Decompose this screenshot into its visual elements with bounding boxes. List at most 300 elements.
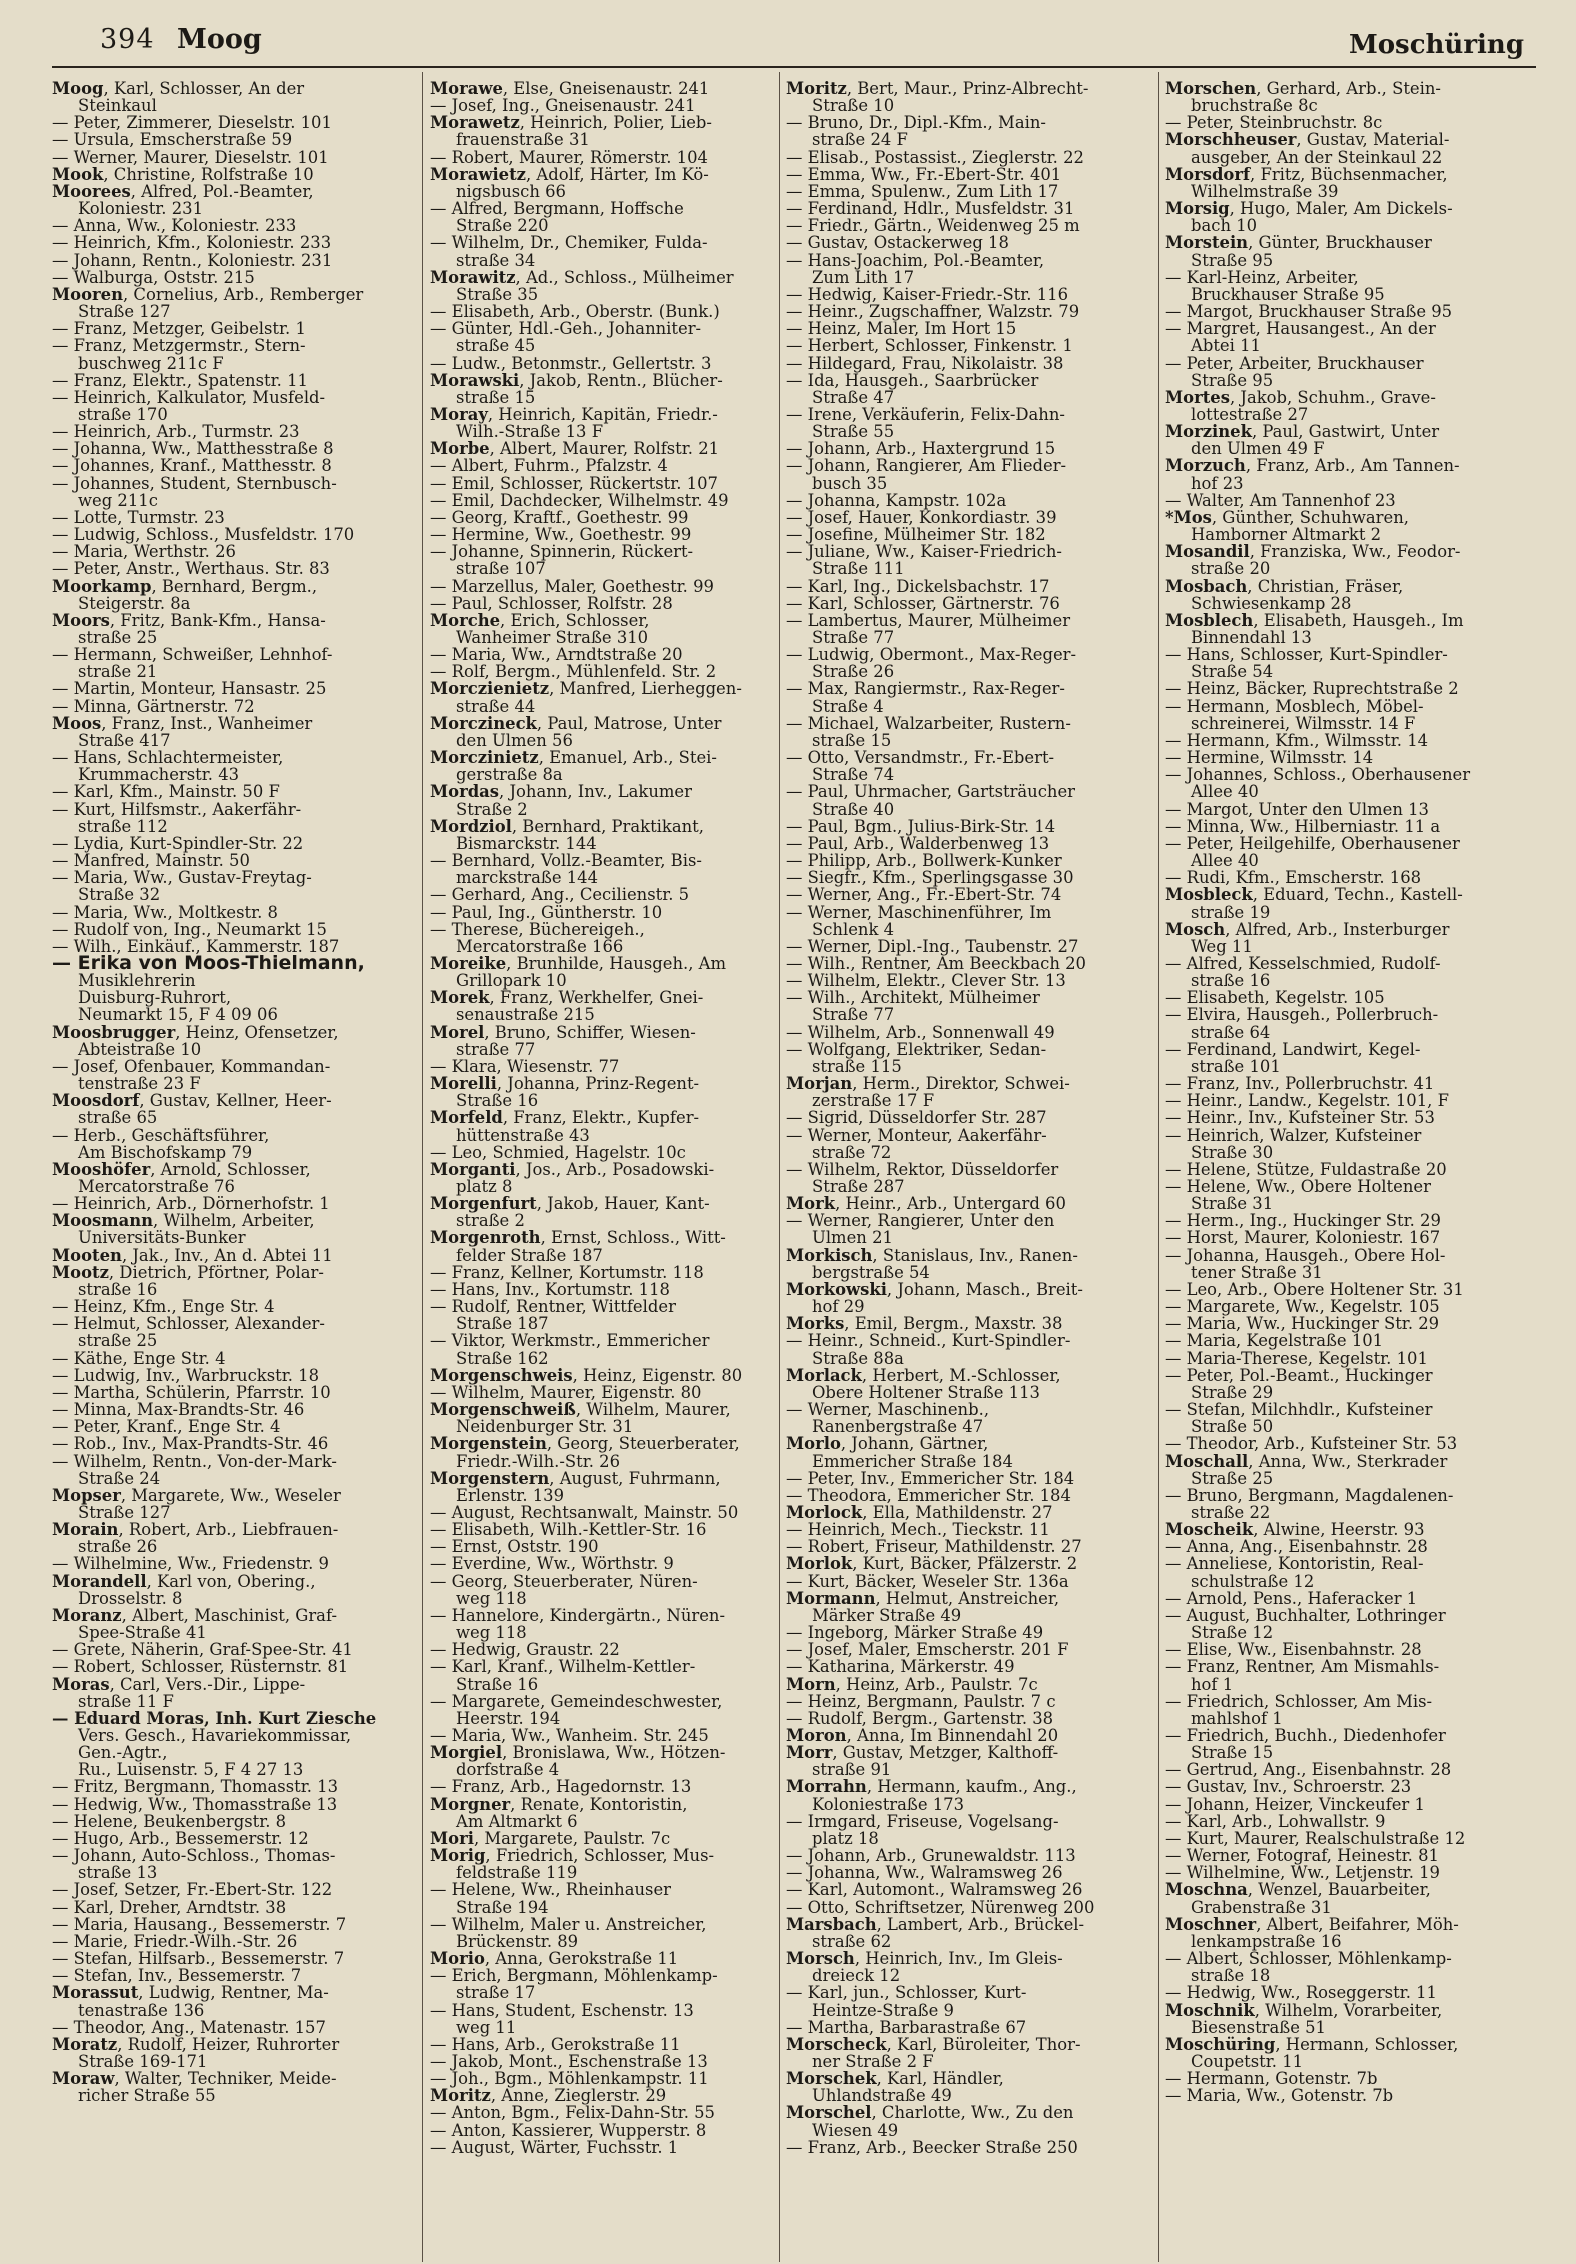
directory-entry-surname: Morel, Bruno, Schiffer, Wiesen- (430, 1022, 696, 1042)
directory-entry-line: Spee-Straße 41 (78, 1623, 207, 1643)
directory-entry-line: zerstraße 17 F (812, 1091, 935, 1111)
directory-entry-line: — Johann, Arb., Grunewaldstr. 113 (786, 1846, 1076, 1866)
directory-entry-line: straße 34 (456, 250, 536, 270)
directory-entry-line: — Martha, Schülerin, Pfarrstr. 10 (52, 1382, 331, 1402)
directory-entry-line: — Peter, Heilgehilfe, Oberhausener (1165, 833, 1460, 853)
directory-entry-line: Straße 77 (812, 628, 895, 647)
directory-entry-line: — Rudolf, Rentner, Wittfelder (430, 1297, 676, 1317)
directory-entry-line: straße 64 (1191, 1022, 1271, 1042)
directory-entry-line: — Karl, Arb., Lohwallstr. 9 (1165, 1811, 1386, 1831)
directory-entry-line: — Hildegard, Frau, Nikolaistr. 38 (786, 353, 1064, 373)
directory-entry-line: — Hedwig, Graustr. 22 (430, 1640, 620, 1660)
directory-entry-line: — Lambertus, Maurer, Mülheimer (786, 610, 1071, 630)
directory-entry-line: dorfstraße 4 (456, 1760, 560, 1780)
directory-entry-surname: Morawitz, Ad., Schloss., Mülheimer (430, 267, 734, 287)
directory-entry-line: — Jakob, Mont., Eschenstraße 13 (430, 2051, 708, 2071)
column-divider (1158, 72, 1159, 2262)
directory-entry-line: — Wilhelmine, Ww., Friedenstr. 9 (52, 1554, 329, 1574)
directory-entry-line: — Margot, Bruckhauser Straße 95 (1165, 302, 1453, 322)
directory-entry-line: — Karl, Automont., Walramsweg 26 (786, 1880, 1083, 1900)
directory-entry-line: — Peter, Kranf., Enge Str. 4 (52, 1417, 281, 1437)
directory-entry-line: — Ernst, Oststr. 190 (430, 1537, 599, 1557)
directory-entry-line: weg 118 (456, 1623, 527, 1643)
directory-entry-line: Straße 187 (456, 1314, 549, 1334)
directory-entry-line: straße 22 (1191, 1502, 1271, 1522)
directory-entry-line: — Robert, Friseur, Mathildenstr. 27 (786, 1537, 1082, 1557)
directory-entry-line: Straße 50 (1191, 1417, 1274, 1437)
directory-entry-line: — Maria, Ww., Gotenstr. 7b (1165, 2086, 1394, 2106)
directory-entry-surname: Morschen, Gerhard, Arb., Stein- (1165, 80, 1441, 98)
directory-entry-line: — Heinrich, Kfm., Koloniestr. 233 (52, 233, 332, 253)
directory-entry-line: — Franz, Elektr., Spatenstr. 11 (52, 370, 308, 390)
directory-entry-surname: Morandell, Karl von, Obering., (52, 1571, 316, 1591)
directory-entry-line: Straße 77 (812, 1005, 895, 1025)
directory-entry-line: straße 170 (78, 404, 168, 424)
directory-entry-line: Straße 16 (456, 1091, 539, 1111)
directory-entry-line: Duisburg-Ruhrort, (78, 988, 232, 1008)
directory-entry-surname: *Mos, Günther, Schuhwaren, (1165, 507, 1409, 527)
directory-entry-line: — Werner, Fotograf, Heinestr. 81 (1165, 1846, 1439, 1866)
directory-entry-surname: Mosch, Alfred, Arb., Insterburger (1165, 919, 1450, 939)
directory-entry-line: Schlenk 4 (812, 919, 895, 939)
directory-entry-surname: Moosdorf, Gustav, Kellner, Heer- (52, 1091, 332, 1111)
directory-entry-line: — Heinr., Zugschaffner, Walzstr. 79 (786, 302, 1080, 322)
directory-entry-line: dreieck 12 (812, 1966, 901, 1986)
directory-entry-line: Straße 31 (1191, 1194, 1274, 1214)
directory-entry-line: — Karl, jun., Schlosser, Kurt- (786, 1983, 1027, 2003)
directory-entry-line: platz 8 (456, 1177, 513, 1196)
directory-entry-line: straße 13 (78, 1863, 158, 1883)
directory-entry-surname: Morbe, Albert, Maurer, Rolfstr. 21 (430, 439, 720, 459)
directory-entry-surname: Mosbach, Christian, Fräser, (1165, 576, 1404, 596)
column-4 (1165, 80, 1522, 2258)
directory-entry-line: — Friedrich, Schlosser, Am Mis- (1165, 1691, 1433, 1711)
directory-entry-line: — Josef, Ing., Gneisenaustr. 241 (430, 96, 696, 116)
column-3 (786, 80, 1143, 2258)
directory-entry-line: Straße 220 (456, 216, 549, 236)
directory-entry-surname: Moray, Heinrich, Kapitän, Friedr.- (430, 404, 718, 424)
directory-entry-surname: Mortes, Jakob, Schuhm., Grave- (1165, 387, 1436, 407)
directory-entry-line: — Heinrich, Kalkulator, Musfeld- (52, 387, 326, 407)
directory-entry-line: — Peter, Zimmerer, Dieselstr. 101 (52, 113, 332, 133)
directory-entry-line: — Emil, Dachdecker, Wilhelmstr. 49 (430, 490, 729, 510)
directory-entry-line: — Hans-Joachim, Pol.-Beamter, (786, 250, 1045, 270)
directory-entry-line: Straße 111 (812, 559, 905, 579)
directory-entry-line: hüttenstraße 43 (456, 1125, 590, 1145)
directory-entry-line: — Josef, Hauer, Konkordiastr. 39 (786, 507, 1057, 527)
directory-entry-surname: Morelli, Johanna, Prinz-Regent- (430, 1074, 700, 1094)
directory-entry-line: — Johanna, Hausgeh., Obere Hol- (1165, 1245, 1446, 1265)
directory-entry-line: — Johann, Auto-Schloss., Thomas- (52, 1846, 336, 1866)
directory-entry-line: straße 11 F (78, 1691, 174, 1711)
directory-entry-surname: Morgiel, Bronislawa, Ww., Hötzen- (430, 1743, 726, 1763)
directory-entry-line: Grabenstraße 31 (1191, 1897, 1332, 1917)
directory-entry-surname: Moosbrugger, Heinz, Ofensetzer, (52, 1022, 339, 1042)
directory-entry-line: — Werner, Monteur, Aakerfähr- (786, 1125, 1047, 1145)
directory-entry-surname: Moschüring, Hermann, Schlosser, (1165, 2034, 1459, 2054)
directory-entry-line: lottestraße 27 (1191, 404, 1309, 424)
directory-entry-line: — Wilhelm, Rektor, Düsseldorfer (786, 1159, 1059, 1179)
directory-entry-line: — Rolf, Bergm., Mühlenfeld. Str. 2 (430, 662, 717, 682)
directory-entry-line: — Katharina, Märkerstr. 49 (786, 1657, 1015, 1677)
directory-entry-line: — Gustav, Inv., Schroerstr. 23 (1165, 1777, 1412, 1797)
directory-entry-line: — Johann, Heizer, Vinckeufer 1 (1165, 1794, 1425, 1814)
directory-entry-line: — Josefine, Mülheimer Str. 182 (786, 525, 1046, 545)
directory-entry-line: Straße 25 (1191, 1468, 1274, 1488)
directory-entry-line: weg 211c (78, 490, 158, 510)
directory-entry-line: — Emil, Schlosser, Rückertstr. 107 (430, 473, 718, 493)
directory-entry-line: — Michael, Walzarbeiter, Rustern- (786, 713, 1071, 733)
directory-entry-line: — Margret, Hausangest., An der (1165, 319, 1436, 339)
directory-entry-surname: Mosbleck, Eduard, Techn., Kastell- (1165, 885, 1463, 905)
directory-entry-line: — Ida, Hausgeh., Saarbrücker (786, 370, 1039, 390)
directory-entry-surname: Morgenfurt, Jakob, Hauer, Kant- (430, 1194, 710, 1214)
directory-entry-line: straße 2 (456, 1211, 525, 1231)
directory-entry-line: — Maria-Therese, Kegelstr. 101 (1165, 1348, 1428, 1368)
directory-entry-line: straße 24 F (812, 130, 908, 150)
directory-entry-line: — Wilhelm, Rentn., Von-der-Mark- (52, 1451, 337, 1471)
directory-entry-line: — Hermann, Mosblech, Möbel- (1165, 696, 1424, 716)
directory-entry-line: — Heinrich, Mech., Tieckstr. 11 (786, 1520, 1050, 1540)
directory-entry-line: felder Straße 187 (456, 1245, 603, 1265)
directory-entry-line: straße 16 (78, 1279, 158, 1299)
directory-entry-line: — Sigrid, Düsseldorfer Str. 287 (786, 1108, 1047, 1128)
directory-entry-surname: Morr, Gustav, Metzger, Kalthoff- (786, 1743, 1059, 1763)
directory-entry-line: — Minna, Gärtnerstr. 72 (52, 696, 255, 716)
directory-entry-surname: Moschner, Albert, Beifahrer, Möh- (1165, 1914, 1459, 1934)
directory-entry-line: straße 15 (456, 387, 536, 407)
directory-entry-line: Zum Lith 17 (812, 267, 915, 287)
directory-entry-line: schreinerei, Wilmsstr. 14 F (1191, 713, 1416, 733)
directory-entry-surname: Morrahn, Hermann, kaufm., Ang., (786, 1777, 1077, 1797)
directory-entry-surname: Morgenstein, Georg, Steuerberater, (430, 1434, 740, 1454)
directory-entry-line: — Karl, Schlosser, Gärtnerstr. 76 (786, 593, 1060, 613)
directory-entry-line: straße 62 (812, 1931, 892, 1951)
directory-entry-line: — Walter, Am Tannenhof 23 (1165, 490, 1396, 510)
directory-entry-line: — Hermann, Kfm., Wilmsstr. 14 (1165, 730, 1429, 750)
directory-entry-surname: Moscheik, Alwine, Heerstr. 93 (1165, 1520, 1425, 1540)
directory-entry-line: straße 77 (456, 1039, 536, 1059)
directory-entry-surname: Mordas, Johann, Inv., Lakumer (430, 782, 692, 802)
directory-entry-line: straße 25 (78, 1331, 158, 1351)
directory-entry-line: Emmericher Straße 184 (812, 1451, 1013, 1471)
directory-entry-line: Musiklehrerin (78, 971, 196, 991)
directory-entry-line: straße 18 (1191, 1966, 1271, 1986)
directory-entry-line: — Marzellus, Maler, Goethestr. 99 (430, 576, 714, 596)
directory-entry-line: — Wilh., Einkäuf., Kammerstr. 187 (52, 936, 340, 956)
directory-entry-line: — Grete, Näherin, Graf-Spee-Str. 41 (52, 1640, 353, 1660)
directory-entry-line: — Werner, Ang., Fr.-Ebert-Str. 74 (786, 885, 1062, 905)
directory-entry-line: — Werner, Dipl.-Ing., Taubenstr. 27 (786, 936, 1079, 956)
directory-entry-line: — Franz, Rentner, Am Mismahls- (1165, 1657, 1440, 1677)
directory-entry-line: Straße 287 (812, 1177, 905, 1196)
directory-entry-line: — Stefan, Milchhdlr., Kufsteiner (1165, 1400, 1433, 1420)
directory-entry-line: straße 91 (812, 1760, 892, 1780)
directory-entry-line: — Hedwig, Kaiser-Friedr.-Str. 116 (786, 284, 1068, 304)
directory-entry-surname: Morzuch, Franz, Arb., Am Tannen- (1165, 456, 1460, 476)
directory-entry-line: Straße 40 (812, 799, 895, 819)
directory-entry-line: Straße 30 (1191, 1142, 1274, 1162)
directory-entry-line: — Ferdinand, Hdlr., Musfeldstr. 31 (786, 199, 1075, 219)
directory-entry-surname: Morsdorf, Fritz, Büchsenmacher, (1165, 164, 1448, 184)
directory-entry-surname: Morlo, Johann, Gärtner, (786, 1434, 989, 1454)
directory-entry-line: Obere Holtener Straße 113 (812, 1382, 1040, 1402)
directory-entry-line: Abteistraße 10 (78, 1039, 202, 1059)
directory-entry-line: straße 45 (456, 336, 536, 356)
directory-entry-line: — Heinz, Bäcker, Ruprechtstraße 2 (1165, 679, 1459, 699)
directory-entry-line: straße 65 (78, 1108, 158, 1128)
directory-entry-line: — Peter, Pol.-Beamt., Huckinger (1165, 1365, 1433, 1385)
directory-entry-line: — Johanna, Ww., Walramsweg 26 (786, 1863, 1063, 1883)
directory-entry-line: — Leo, Schmied, Hagelstr. 10c (430, 1142, 686, 1162)
directory-entry-line: Märker Straße 49 (812, 1605, 962, 1625)
directory-entry-line: Wiesen 49 (812, 2120, 899, 2140)
directory-entry-line: Straße 88a (812, 1348, 904, 1368)
directory-entry-line: Bruckhauser Straße 95 (1191, 284, 1385, 304)
directory-entry-line: straße 19 (1191, 902, 1271, 922)
directory-entry-surname: Moron, Anna, Im Binnendahl 20 (786, 1726, 1059, 1745)
directory-entry-line: — Heinr., Inv., Kufsteiner Str. 53 (1165, 1108, 1435, 1128)
directory-entry-line: — Ingeborg, Märker Straße 49 (786, 1623, 1044, 1643)
directory-entry-line: — Karl, Kranf., Wilhelm-Kettler- (430, 1657, 696, 1677)
directory-entry-surname: Moschnik, Wilhelm, Vorarbeiter, (1165, 2000, 1443, 2020)
directory-entry-surname: Moratz, Rudolf, Heizer, Ruhrorter (52, 2034, 340, 2054)
directory-entry-line: — Anna, Ang., Eisenbahnstr. 28 (1165, 1537, 1428, 1557)
directory-entry-line: — Gertrud, Ang., Eisenbahnstr. 28 (1165, 1760, 1452, 1780)
directory-entry-line: — Bruno, Bergmann, Magdalenen- (1165, 1485, 1454, 1505)
directory-entry-line: — Johann, Arb., Haxtergrund 15 (786, 439, 1056, 459)
column-2 (430, 80, 787, 2258)
directory-entry-line: Allee 40 (1191, 782, 1259, 802)
directory-entry-line: — Elisabeth, Wilh.-Kettler-Str. 16 (430, 1520, 707, 1540)
directory-entry-line: — Ludw., Betonmstr., Gellertstr. 3 (430, 353, 712, 373)
directory-entry-line: Straße 12 (1191, 1623, 1274, 1643)
directory-entry-surname: Morig, Friedrich, Schlosser, Mus- (430, 1846, 715, 1866)
directory-entry-line: Straße 194 (456, 1897, 549, 1917)
directory-entry-line: — Therese, Büchereigeh., (430, 919, 645, 939)
directory-entry-line: Biesenstraße 51 (1191, 2017, 1326, 2037)
directory-entry-line: Straße 4 (812, 696, 884, 716)
directory-entry-line: — Maria, Ww., Moltkestr. 8 (52, 902, 278, 922)
directory-entry-line: — Karl, Dreher, Arndtstr. 38 (52, 1897, 287, 1917)
directory-entry-line: — Hannelore, Kindergärtn., Nüren- (430, 1605, 726, 1625)
directory-entry-line: — Manfred, Mainstr. 50 (52, 851, 250, 871)
directory-entry-line: straße 44 (456, 696, 536, 716)
directory-entry-line: — August, Buchhalter, Lothringer (1165, 1605, 1446, 1625)
directory-entry-line: — Theodora, Emmericher Str. 184 (786, 1485, 1071, 1505)
directory-entry-line: Coupetstr. 11 (1191, 2051, 1304, 2071)
directory-entry-line: — Hans, Schlosser, Kurt-Spindler- (1165, 645, 1448, 665)
directory-entry-line: Straße 55 (812, 422, 895, 442)
directory-entry-surname: Morgner, Renate, Kontoristin, (430, 1794, 688, 1814)
directory-entry-line: — Friedr., Gärtn., Weidenweg 25 m (786, 216, 1080, 236)
header-last-entry: Moschüring (1348, 30, 1524, 60)
directory-entry-line: — Gustav, Ostackerweg 18 (786, 233, 1009, 253)
directory-entry-line: Straße 162 (456, 1348, 549, 1368)
directory-entry-line: — Franz, Inv., Pollerbruchstr. 41 (1165, 1074, 1435, 1094)
directory-entry-line: bergstraße 54 (812, 1262, 930, 1282)
directory-entry-line: — Juliane, Ww., Kaiser-Friedrich- (786, 542, 1062, 562)
directory-entry-line: — Wolfgang, Elektriker, Sedan- (786, 1039, 1047, 1059)
directory-entry-surname: Mooshöfer, Arnold, Schlosser, (52, 1159, 311, 1179)
directory-entry-line: ausgeber, An der Steinkaul 22 (1191, 147, 1443, 167)
directory-entry-line: bach 10 (1191, 216, 1258, 236)
directory-entry-line: Straße 16 (456, 1674, 539, 1694)
directory-entry-line: — Kurt, Hilfsmstr., Aakerfähr- (52, 799, 302, 819)
directory-entry-line: — Herb., Geschäftsführer, (52, 1125, 270, 1145)
directory-entry-surname: Morawetz, Heinrich, Polier, Lieb- (430, 113, 712, 133)
directory-entry-line: — Ferdinand, Landwirt, Kegel- (1165, 1039, 1421, 1059)
directory-entry-line: — Johannes, Schloss., Oberhausener (1165, 765, 1471, 785)
directory-entry-line: — Wilhelm, Elektr., Clever Str. 13 (786, 971, 1066, 991)
directory-entry-line: — Leo, Arb., Obere Holtener Str. 31 (1165, 1279, 1464, 1299)
directory-entry-line: — Paul, Bgm., Julius-Birk-Str. 14 (786, 816, 1056, 836)
directory-entry-line: bruchstraße 8c (1191, 96, 1318, 116)
directory-entry-line: — Albert, Fuhrm., Pfalzstr. 4 (430, 456, 668, 476)
directory-entry-line: — Hans, Arb., Gerokstraße 11 (430, 2034, 681, 2054)
directory-entry-surname: Morn, Heinz, Arb., Paulstr. 7c (786, 1674, 1038, 1694)
directory-entry-line: Bismarckstr. 144 (456, 833, 597, 853)
directory-entry-line: Straße 15 (1191, 1743, 1274, 1763)
directory-entry-line: — Paul, Uhrmacher, Gartsträucher (786, 782, 1076, 802)
directory-entry-line: Wilhelmstraße 39 (1191, 181, 1339, 201)
directory-entry-line: — Wilhelm, Dr., Chemiker, Fulda- (430, 233, 708, 253)
directory-entry-surname: Morassut, Ludwig, Rentner, Ma- (52, 1983, 329, 2003)
directory-entry-line: — Maria, Ww., Arndtstraße 20 (430, 645, 683, 665)
directory-entry-line: — Martin, Monteur, Hansastr. 25 (52, 679, 327, 699)
directory-entry-line: — Rudolf, Bergm., Gartenstr. 38 (786, 1708, 1054, 1728)
directory-entry-line: — Helene, Stütze, Fuldastraße 20 (1165, 1159, 1447, 1179)
directory-entry-line: — Herm., Ing., Huckinger Str. 29 (1165, 1211, 1441, 1231)
column-divider (422, 72, 423, 2262)
directory-entry-surname: Morganti, Jos., Arb., Posadowski- (430, 1159, 715, 1179)
directory-entry-line: Schwiesenkamp 28 (1191, 593, 1352, 613)
directory-entry-line: mahlshof 1 (1191, 1708, 1283, 1728)
directory-entry-line: — Wilhelm, Arb., Sonnenwall 49 (786, 1022, 1055, 1042)
directory-entry-surname: Morscheck, Karl, Büroleiter, Thor- (786, 2034, 1081, 2054)
directory-entry-line: — Margarete, Gemeindeschwester, (430, 1691, 723, 1711)
directory-entry-line: — Maria, Hausang., Bessemerstr. 7 (52, 1914, 347, 1934)
directory-entry-surname: Morgenschweis, Heinz, Eigenstr. 80 (430, 1365, 743, 1385)
directory-entry-line: Straße 29 (1191, 1382, 1274, 1402)
directory-entry-line: — Peter, Anstr., Werthaus. Str. 83 (52, 559, 330, 579)
directory-entry-line: weg 118 (456, 1588, 527, 1608)
directory-entry-line: — Robert, Schlosser, Rüsternstr. 81 (52, 1657, 349, 1677)
directory-entry-line: — Anna, Ww., Koloniestr. 233 (52, 216, 297, 236)
directory-entry-surname: Morsig, Hugo, Maler, Am Dickels- (1165, 199, 1453, 219)
directory-entry-line: lenkampstraße 16 (1191, 1931, 1342, 1951)
directory-entry-surname: Morche, Erich, Schlosser, (430, 610, 650, 630)
directory-entry-line: straße 25 (78, 628, 158, 647)
directory-entry-line: — Everdine, Ww., Wörthstr. 9 (430, 1554, 674, 1574)
directory-entry-line: ner Straße 2 F (812, 2051, 934, 2071)
directory-entry-line: — Anneliese, Kontoristin, Real- (1165, 1554, 1424, 1574)
directory-entry-line: schulstraße 12 (1191, 1571, 1315, 1591)
directory-entry-line: Friedr.-Wilh.-Str. 26 (456, 1451, 620, 1471)
directory-entry-surname: Morschheuser, Gustav, Material- (1165, 130, 1450, 150)
directory-entry-line: Straße 417 (78, 730, 171, 750)
directory-entry-line: — Minna, Max-Brandts-Str. 46 (52, 1400, 305, 1420)
directory-entry-line: — Karl, Kfm., Mainstr. 50 F (52, 782, 280, 802)
directory-entry-line: — Bernhard, Vollz.-Beamter, Bis- (430, 851, 702, 871)
directory-entry-line: Straße 26 (812, 662, 895, 682)
directory-entry-line: — Elisabeth, Arb., Oberstr. (Bunk.) (430, 302, 720, 322)
directory-entry-line: — Rudi, Kfm., Emscherstr. 168 (1165, 868, 1422, 888)
directory-entry-line: straße 21 (78, 662, 158, 682)
directory-entry-line: — Emma, Ww., Fr.-Ebert-Str. 401 (786, 164, 1062, 184)
directory-entry-line: — Elise, Ww., Eisenbahnstr. 28 (1165, 1640, 1422, 1660)
directory-entry-line: — Irene, Verkäuferin, Felix-Dahn- (786, 404, 1065, 424)
directory-entry-line: straße 72 (812, 1142, 892, 1162)
directory-entry-line: — Helmut, Schlosser, Alexander- (52, 1314, 325, 1334)
directory-entry-surname: Mork, Heinr., Arb., Untergard 60 (786, 1194, 1066, 1214)
directory-entry-surname: Moras, Carl, Vers.-Dir., Lippe- (52, 1674, 306, 1694)
directory-entry-line: — Otto, Versandmstr., Fr.-Ebert- (786, 748, 1055, 768)
directory-entry-line: — Helene, Ww., Rheinhauser (430, 1880, 672, 1900)
directory-entry-line: Ru., Luisenstr. 5, F 4 27 13 (78, 1760, 304, 1780)
directory-entry-surname: Morgenschweiß, Wilhelm, Maurer, (430, 1400, 731, 1420)
directory-entry-line: — Erika von Moos-Thielmann, (52, 951, 365, 974)
directory-entry-line: — Günter, Hdl.-Geh., Johanniter- (430, 319, 702, 339)
directory-entry-line: — Johann, Rentn., Koloniestr. 231 (52, 250, 333, 270)
directory-entry-line: — Klara, Wiesenstr. 77 (430, 1056, 620, 1076)
directory-entry-line: weg 11 (456, 2017, 517, 2037)
directory-entry-line: Straße 2 (456, 799, 528, 819)
directory-entry-line: — Elvira, Hausgeh., Pollerbruch- (1165, 1005, 1439, 1025)
directory-entry-surname: Moschna, Wenzel, Bauarbeiter, (1165, 1880, 1431, 1900)
directory-entry-line: — Bruno, Dr., Dipl.-Kfm., Main- (786, 113, 1046, 133)
directory-entry-line: tenastraße 136 (78, 2000, 205, 2020)
directory-entry-line: Straße 24 (78, 1468, 161, 1488)
directory-entry-line: Universitäts-Bunker (78, 1228, 246, 1248)
directory-entry-line: Uhlandstraße 49 (812, 2086, 952, 2106)
directory-entry-line: — Hans, Inv., Kortumstr. 118 (430, 1279, 670, 1299)
directory-entry-line: — Georg, Kraftf., Goethestr. 99 (430, 507, 689, 527)
directory-entry-line: Heintze-Straße 9 (812, 2000, 954, 2020)
directory-entry-line: Allee 40 (1191, 851, 1259, 871)
directory-entry-line: frauenstraße 31 (456, 130, 590, 150)
directory-entry-line: Brückenstr. 89 (456, 1931, 579, 1951)
directory-entry-line: — Joh., Bgm., Möhlenkampstr. 11 (430, 2069, 709, 2089)
directory-entry-line: — Emma, Spulenw., Zum Lith 17 (786, 181, 1059, 201)
directory-entry-line: Abtei 11 (1191, 336, 1261, 356)
directory-entry-line: — Paul, Schlosser, Rolfstr. 28 (430, 593, 673, 613)
directory-entry-line: — Irmgard, Friseuse, Vogelsang- (786, 1811, 1059, 1831)
directory-entry-line: Am Altmarkt 6 (456, 1811, 578, 1831)
directory-entry-line: — Albert, Schlosser, Möhlenkamp- (1165, 1949, 1452, 1969)
directory-entry-line: — Herbert, Schlosser, Finkenstr. 1 (786, 336, 1073, 356)
directory-entry-surname: Moors, Fritz, Bank-Kfm., Hansa- (52, 610, 326, 630)
directory-entry-line: — Anton, Bgm., Felix-Dahn-Str. 55 (430, 2103, 715, 2123)
directory-entry-line: — Werner, Maurer, Dieselstr. 101 (52, 147, 329, 167)
directory-entry-surname: Morczienietz, Manfred, Lierheggen- (430, 679, 742, 699)
directory-entry-line: — Horst, Maurer, Koloniestr. 167 (1165, 1228, 1441, 1248)
directory-entry-line: — Paul, Arb., Walderbenweg 13 (786, 833, 1050, 853)
directory-entry-surname: Mooten, Jak., Inv., An d. Abtei 11 (52, 1245, 333, 1265)
directory-entry-line: — Hugo, Arb., Bessemerstr. 12 (52, 1828, 309, 1848)
directory-entry-line: — Hans, Schlachtermeister, (52, 748, 284, 768)
directory-entry-line: — Maria, Werthstr. 26 (52, 542, 236, 562)
directory-entry-surname: Morsch, Heinrich, Inv., Im Gleis- (786, 1949, 1063, 1969)
directory-entry-line: Drosselstr. 8 (78, 1588, 183, 1608)
directory-entry-line: — Otto, Schriftsetzer, Nürenweg 200 (786, 1897, 1095, 1917)
directory-entry-line: den Ulmen 56 (456, 730, 573, 750)
directory-entry-surname: Morek, Franz, Werkhelfer, Gnei- (430, 988, 704, 1008)
directory-entry-line: Straße 95 (1191, 370, 1274, 390)
directory-entry-surname: Morzinek, Paul, Gastwirt, Unter (1165, 422, 1440, 442)
directory-entry-line: — Friedrich, Buchh., Diedenhofer (1165, 1726, 1446, 1745)
directory-entry-line: — Hans, Student, Eschenstr. 13 (430, 2000, 694, 2020)
